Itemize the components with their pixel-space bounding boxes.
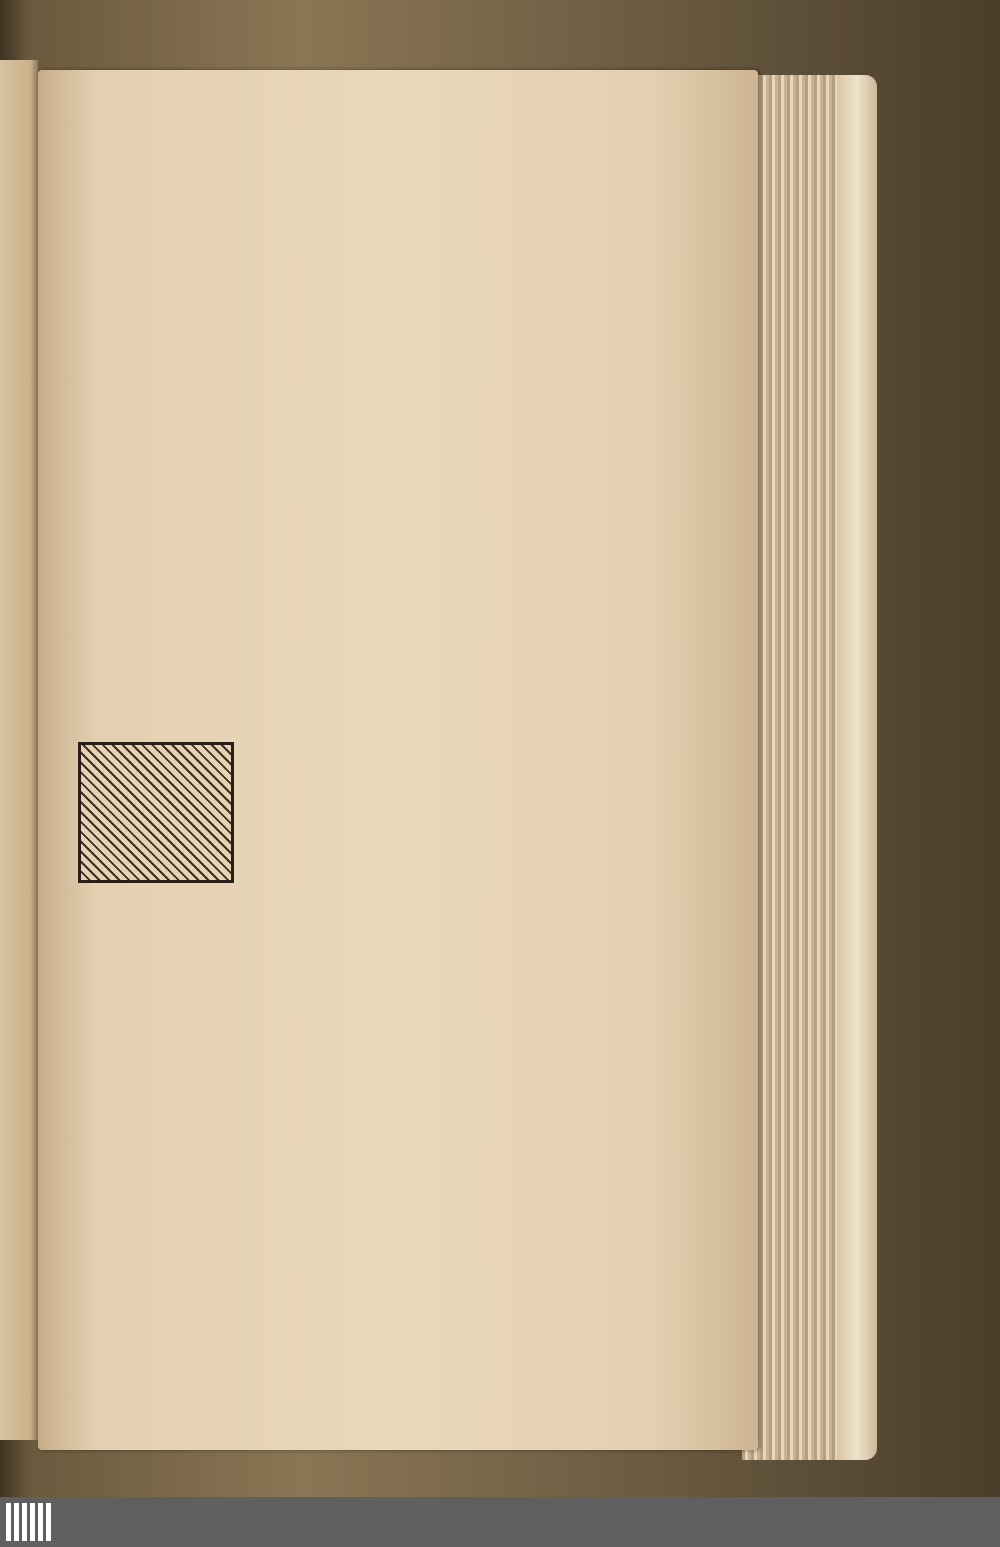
- decorated-initial: [78, 742, 234, 883]
- library-logo-icon: [6, 1503, 54, 1545]
- library-footer-bar: [0, 1497, 1000, 1547]
- page-edges: [742, 75, 877, 1460]
- left-page-edge: [0, 60, 38, 1440]
